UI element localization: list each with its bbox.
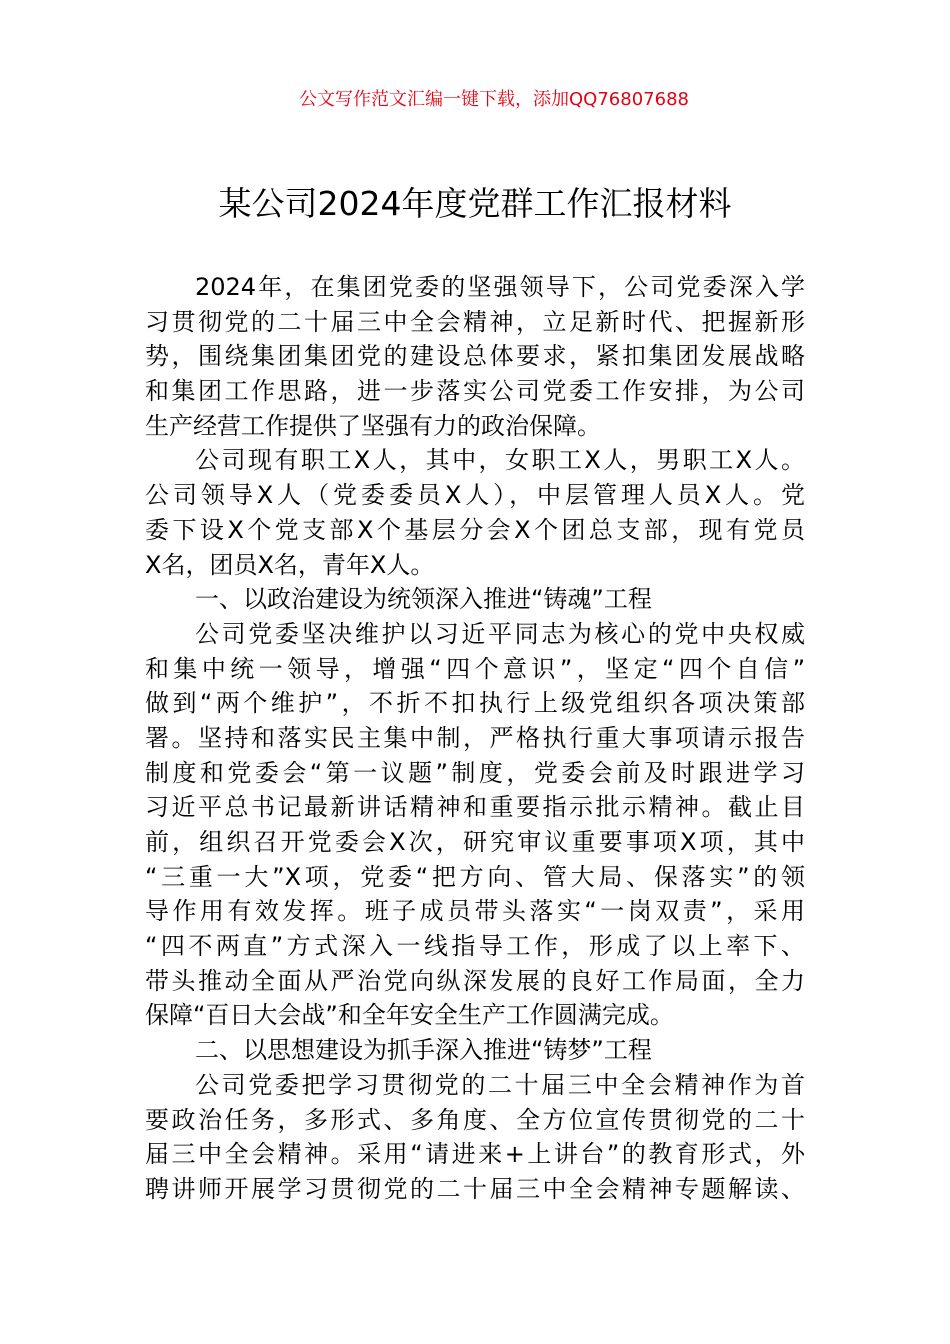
- text-line: X名，团员X名，青年X人。: [145, 550, 435, 579]
- section-heading: [145, 582, 805, 617]
- text-line: 做到“两个维护”，不折不扣执行上级党组织各项决策部: [145, 689, 805, 718]
- text-line: 前，组织召开党委会X次，研究审议重要事项X项，其中: [145, 828, 805, 856]
- paragraph: [145, 443, 805, 582]
- text-line: 署。坚持和落实民主集中制，严格执行重大事项请示报告: [145, 723, 805, 752]
- text-line: 生产经营工作提供了坚强有力的政治保障。: [145, 411, 601, 440]
- text-line: 公司现有职工X人，其中，女职工X人，男职工X人。: [195, 446, 805, 475]
- text-line: 公司党委坚决维护以习近平同志为核心的党中央权威: [195, 619, 805, 648]
- paragraph: [145, 270, 805, 443]
- text-line: 保障“百日大会战”和全年安全生产工作圆满完成。: [145, 1001, 674, 1030]
- text-line: 聘讲师开展学习贯彻党的二十届三中全会精神专题解读、: [145, 1174, 805, 1203]
- text-line: 导作用有效发挥。班子成员带头落实“一岗双责”，采用: [145, 897, 805, 926]
- document-body: [145, 270, 805, 1207]
- document-title: 某公司2024年度党群工作汇报材料: [218, 184, 732, 223]
- text-line: 要政治任务，多形式、多角度、全方位宣传贯彻党的二十: [145, 1105, 805, 1134]
- text-line: 势，围绕集团集团党的建设总体要求，紧扣集团发展战略: [145, 342, 805, 371]
- text-line: 习近平总书记最新讲话精神和重要指示批示精神。截止目: [145, 793, 805, 822]
- promo-link[interactable]: 公文写作范文汇编一键下载，添加QQ76807688: [299, 89, 689, 110]
- text-line: 届三中全会精神。采用“请进来+上讲台”的教育形式，外: [145, 1140, 805, 1169]
- paragraph: [145, 617, 805, 1033]
- text-line: 和集团工作思路，进一步落实公司党委工作安排，为公司: [145, 377, 805, 406]
- text-line: 二、以思想建设为抓手深入推进“铸梦”工程: [195, 1036, 652, 1065]
- text-line: 一、以政治建设为统领深入推进“铸魂”工程: [195, 585, 652, 614]
- text-line: “三重一大”X项，党委“把方向、管大局、保落实”的领: [145, 862, 805, 891]
- text-line: “四不两直”方式深入一线指导工作，形成了以上率下、: [145, 932, 805, 961]
- text-line: 习贯彻党的二十届三中全会精神，立足新时代、把握新形: [145, 307, 805, 336]
- text-line: 2024年，在集团党委的坚强领导下，公司党委深入学: [195, 273, 805, 301]
- text-line: 和集中统一领导，增强“四个意识”，坚定“四个自信”: [145, 654, 805, 683]
- text-line: 带头推动全面从严治党向纵深发展的良好工作局面，全力: [145, 966, 805, 995]
- text-line: 制度和党委会“第一议题”制度，党委会前及时跟进学习: [145, 758, 805, 787]
- text-line: 公司领导X人（党委委员X人），中层管理人员X人。党: [145, 481, 805, 510]
- text-line: 委下设X个党支部X个基层分会X个团总支部，现有党员: [145, 515, 805, 544]
- paragraph: [145, 1068, 805, 1207]
- section-heading: [145, 1033, 805, 1068]
- text-line: 公司党委把学习贯彻党的二十届三中全会精神作为首: [195, 1070, 805, 1099]
